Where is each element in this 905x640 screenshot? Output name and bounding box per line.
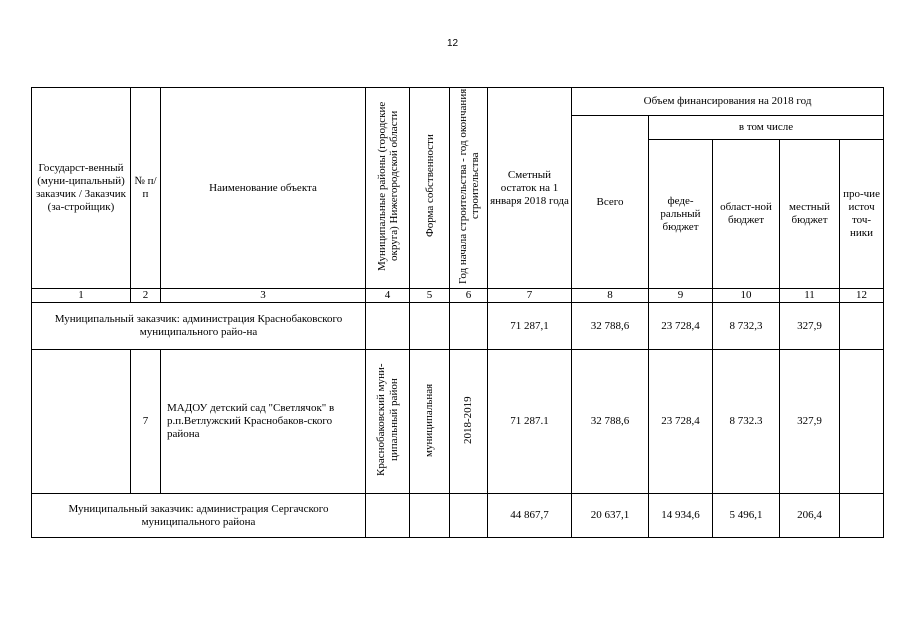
object-name-cell: МАДОУ детский сад "Светлячок" в р.п.Ветлужский Краснобаков-ского района bbox=[161, 350, 366, 494]
local-cell: 327,9 bbox=[780, 350, 840, 494]
federal-cell: 23 728,4 bbox=[649, 303, 713, 350]
years-text: 2018-2019 bbox=[462, 395, 474, 444]
header-customer: Государст-венный (муни-ципальный) заказчик / Заказчик (за-стройщик) bbox=[32, 88, 131, 289]
customer-label: Муниципальный заказчик: администрация Краснобаковского муниципального райо-на bbox=[32, 303, 366, 350]
local-cell: 206,4 bbox=[780, 494, 840, 538]
ownership-cell bbox=[410, 350, 450, 494]
header-construction-years-text: Год начала строительства - год окончания строительства bbox=[456, 88, 481, 284]
header-ownership bbox=[410, 88, 450, 289]
total-cell: 32 788,6 bbox=[572, 350, 649, 494]
column-number: 1 bbox=[32, 289, 131, 303]
estimated-cell: 44 867,7 bbox=[488, 494, 572, 538]
column-number: 9 bbox=[649, 289, 713, 303]
header-num: № п/п bbox=[131, 88, 161, 289]
years-cell bbox=[450, 303, 488, 350]
header-local: местный бюджет bbox=[780, 140, 840, 289]
column-number: 7 bbox=[488, 289, 572, 303]
table-row bbox=[32, 350, 884, 494]
header-municipal-district-text: Муниципальные районы (городские округа) Нижегородской области bbox=[375, 101, 400, 271]
customer-label: Муниципальный заказчик: администрация Сергачского муниципального района bbox=[32, 494, 366, 538]
column-number: 5 bbox=[410, 289, 450, 303]
header-total: Всего bbox=[572, 116, 649, 289]
table-row bbox=[32, 494, 884, 538]
ownership-cell bbox=[410, 303, 450, 350]
header-ownership-text: Форма собственности bbox=[423, 134, 436, 238]
num-cell: 7 bbox=[131, 350, 161, 494]
header-including: в том числе bbox=[649, 116, 884, 140]
district-cell bbox=[366, 350, 410, 494]
years-cell bbox=[450, 350, 488, 494]
column-number: 11 bbox=[780, 289, 840, 303]
district-cell bbox=[366, 303, 410, 350]
total-cell: 20 637,1 bbox=[572, 494, 649, 538]
local-cell: 327,9 bbox=[780, 303, 840, 350]
district-cell bbox=[366, 494, 410, 538]
estimated-cell: 71 287.1 bbox=[488, 350, 572, 494]
federal-cell: 23 728,4 bbox=[649, 350, 713, 494]
other-cell bbox=[840, 303, 884, 350]
header-funding-volume: Объем финансирования на 2018 год bbox=[572, 88, 884, 116]
ownership-text: муниципальная bbox=[423, 382, 435, 457]
column-number: 12 bbox=[840, 289, 884, 303]
column-number: 4 bbox=[366, 289, 410, 303]
header-estimated-balance: Сметный остаток на 1 января 2018 года bbox=[488, 88, 572, 289]
district-text: Краснобаковский муни-ципальный район bbox=[374, 363, 400, 476]
regional-cell: 8 732.3 bbox=[713, 350, 780, 494]
column-numbers-row bbox=[32, 289, 884, 303]
header-other: про-чие источ точ-ники bbox=[840, 140, 884, 289]
other-cell bbox=[840, 350, 884, 494]
ownership-cell bbox=[410, 494, 450, 538]
years-cell bbox=[450, 494, 488, 538]
header-municipal-district bbox=[366, 88, 410, 289]
financing-table bbox=[31, 87, 884, 538]
page-number: 12 bbox=[446, 38, 459, 49]
federal-cell: 14 934,6 bbox=[649, 494, 713, 538]
header-regional: област-ной бюджет bbox=[713, 140, 780, 289]
header-object-name: Наименование объекта bbox=[161, 88, 366, 289]
column-number: 6 bbox=[450, 289, 488, 303]
table-row bbox=[32, 303, 884, 350]
column-number: 2 bbox=[131, 289, 161, 303]
column-number: 10 bbox=[713, 289, 780, 303]
other-cell bbox=[840, 494, 884, 538]
estimated-cell: 71 287,1 bbox=[488, 303, 572, 350]
regional-cell: 5 496,1 bbox=[713, 494, 780, 538]
column-number: 3 bbox=[161, 289, 366, 303]
header-federal: феде-ральный бюджет bbox=[649, 140, 713, 289]
header-construction-years bbox=[450, 88, 488, 289]
regional-cell: 8 732,3 bbox=[713, 303, 780, 350]
column-number: 8 bbox=[572, 289, 649, 303]
customer-cell bbox=[32, 350, 131, 494]
total-cell: 32 788,6 bbox=[572, 303, 649, 350]
